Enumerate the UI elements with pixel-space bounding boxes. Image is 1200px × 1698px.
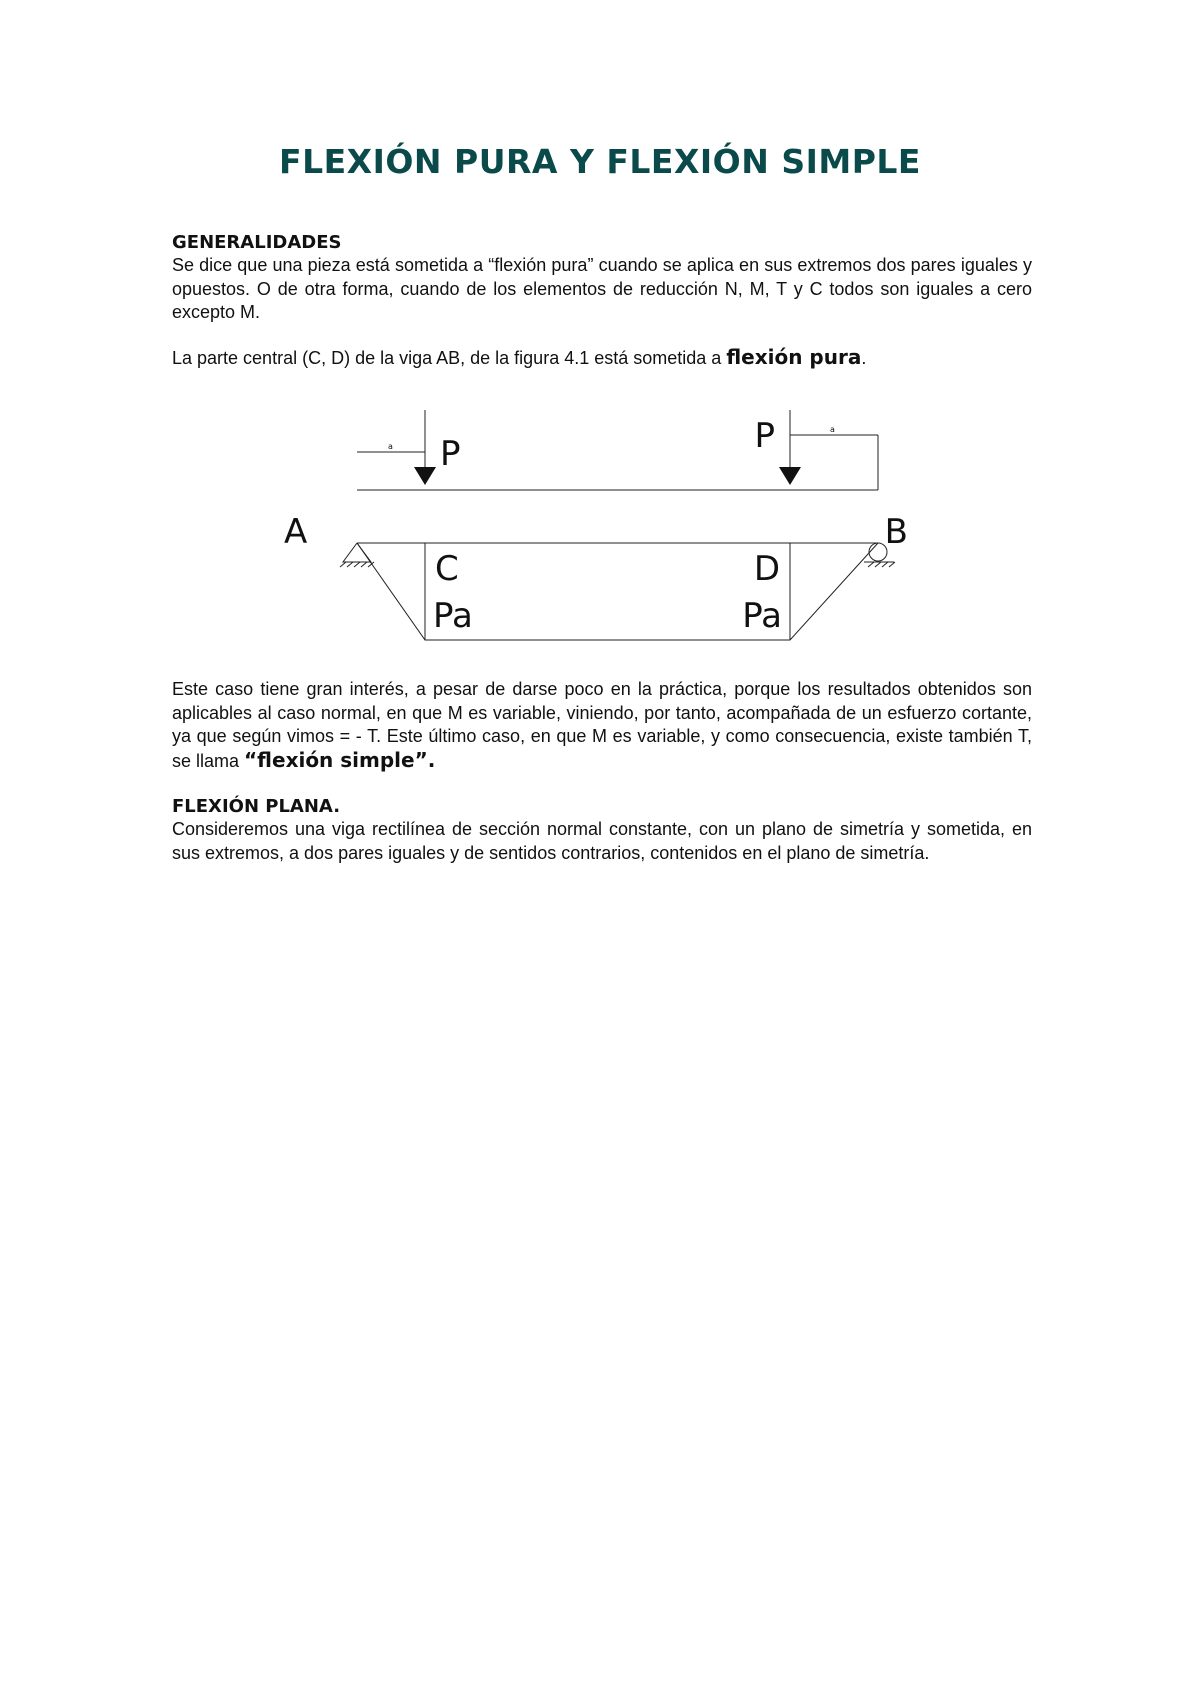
paragraph-central-part <box>172 346 1032 371</box>
load-label-left: P <box>440 434 461 474</box>
beam-moment-diagram <box>270 405 910 650</box>
central-part-text: La parte central (C, D) de la viga AB, de la figura 4.1 está sometida a <box>172 348 727 368</box>
section-heading-generalidades: GENERALIDADES <box>172 232 342 253</box>
label-d: D <box>753 549 780 589</box>
paragraph-flexion-simple <box>172 678 1032 773</box>
dimension-label-left: a <box>388 442 393 451</box>
label-c: C <box>435 549 459 589</box>
section-flexion-plana <box>172 795 1032 865</box>
label-b: B <box>884 512 908 552</box>
moment-label-right: Pa <box>742 596 782 636</box>
ground-hatch-a <box>340 562 374 567</box>
dimension-label-right: a <box>830 425 835 434</box>
load-label-right: P <box>754 416 775 456</box>
interest-text: Este caso tiene gran interés, a pesar de darse poco en la práctica, porque los resultados obtenidos son aplicables al caso normal, en que M es variable, viniendo, por tanto, acompañada de un esfuerzo cortante, ya que según vimos = - T. Este último caso, en que M es variable, y como consecuencia, existe también T, se llama <box>172 679 1032 771</box>
load-arrow-right <box>779 467 801 485</box>
page-title: FLEXIÓN PURA Y FLEXIÓN SIMPLE <box>279 142 921 181</box>
paragraph-flexion-pura-definition: Se dice que una pieza está sometida a “flexión pura” cuando se aplica en sus extremos dos pares iguales y opuestos. O de otra forma, cuando de los elementos de reducción N, M, T y C todos son iguales a cero excepto M. <box>172 255 1032 322</box>
interest-emphasis: “flexión simple”. <box>244 747 436 772</box>
ground-hatch-b <box>868 562 895 567</box>
label-a: A <box>284 512 308 552</box>
pin-support-a <box>343 543 371 562</box>
central-part-emphasis: flexión pura <box>726 345 862 369</box>
section-heading-flexion-plana: FLEXIÓN PLANA. <box>172 796 341 817</box>
paragraph-flexion-plana: Consideremos una viga rectilínea de sección normal constante, con un plano de simetría y sometida, en sus extremos, a dos pares iguales y de sentidos contrarios, contenidos en el plano de simetría. <box>172 819 1032 863</box>
moment-label-left: Pa <box>433 596 473 636</box>
central-part-end: . <box>861 348 867 368</box>
section-generalidades <box>172 231 1032 325</box>
load-arrow-left <box>414 467 436 485</box>
